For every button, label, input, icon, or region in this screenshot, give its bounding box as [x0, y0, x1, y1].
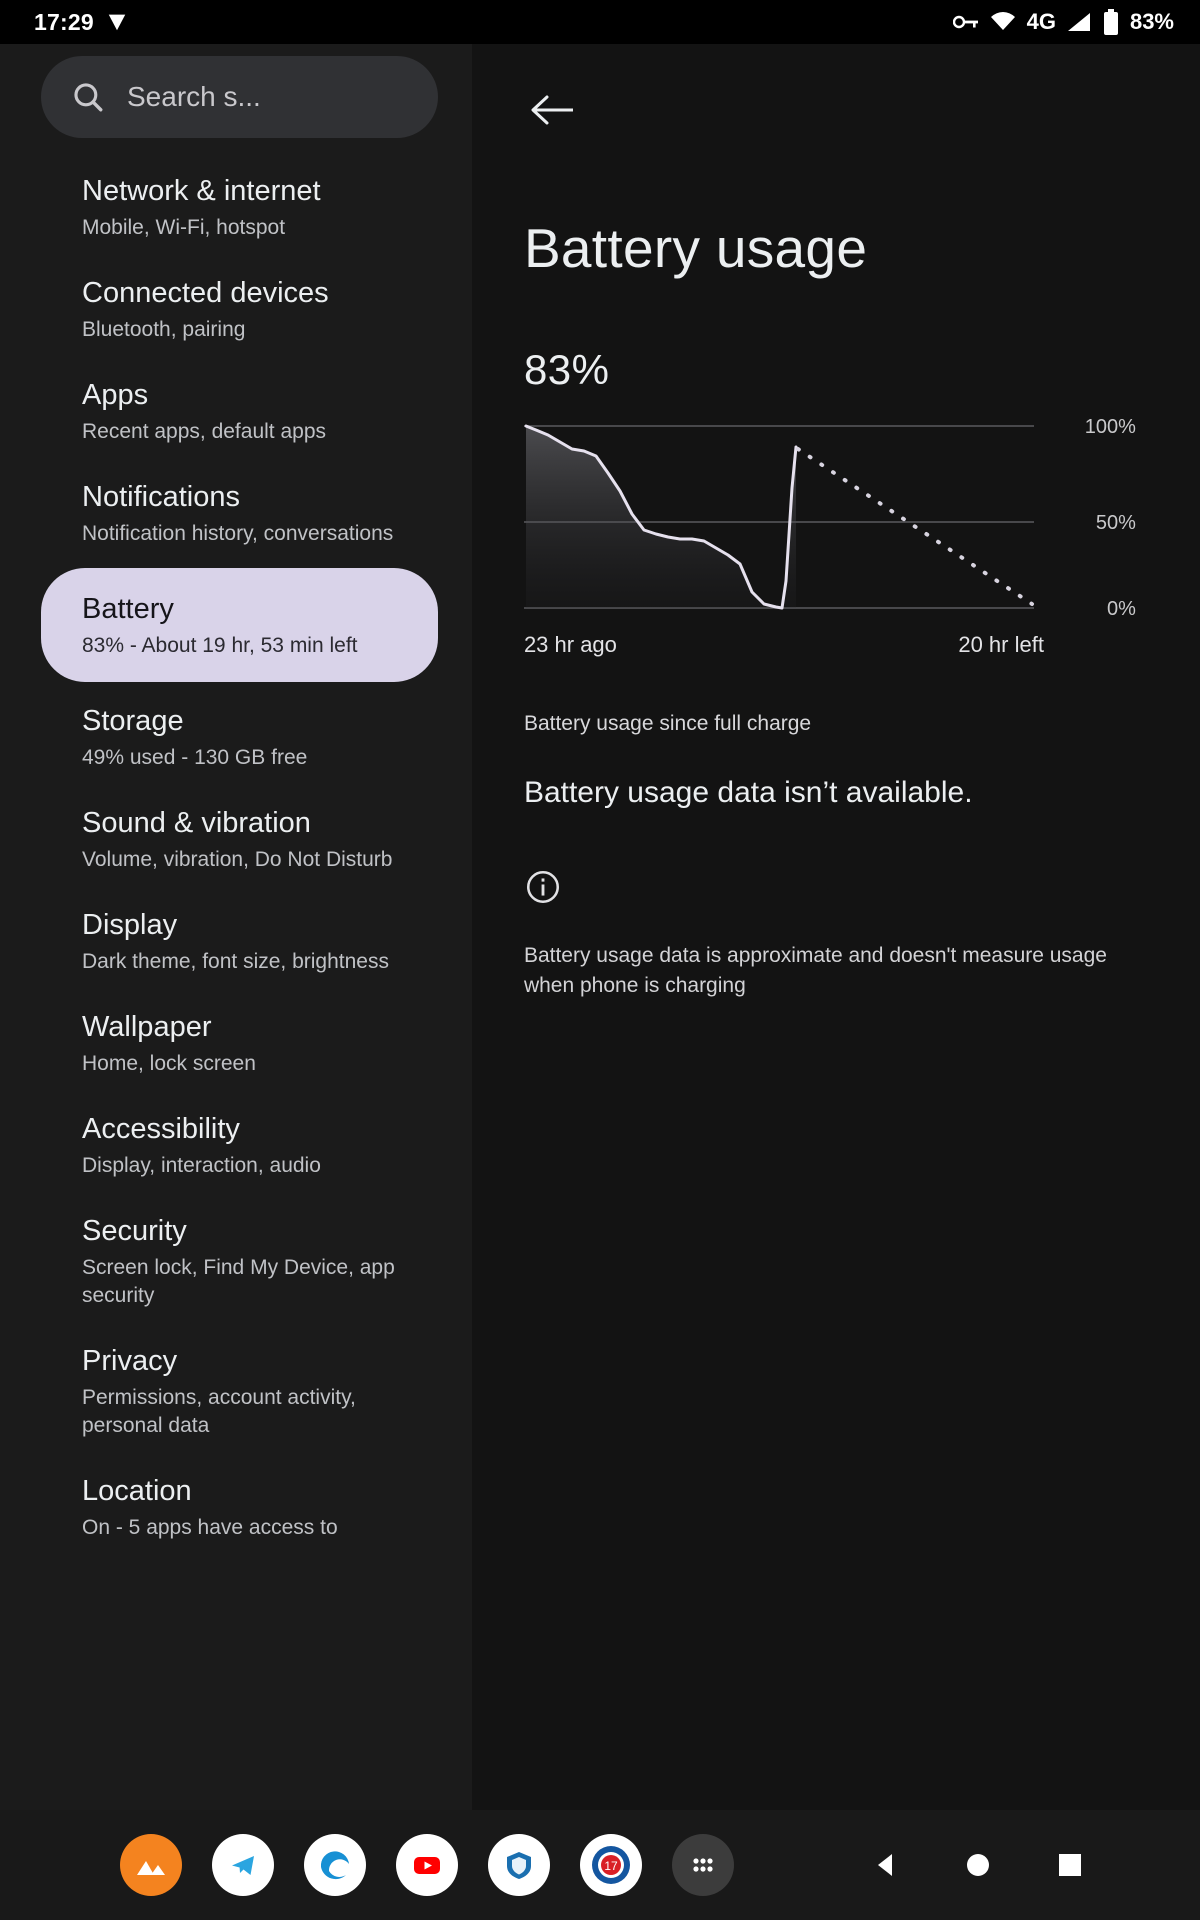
- search-icon: [71, 80, 105, 114]
- battery-usage-pane: [472, 44, 1200, 1810]
- sidebar-item-title: Location: [82, 1475, 192, 1507]
- calendar-app-icon[interactable]: [580, 1834, 642, 1896]
- sidebar-item-title: Security: [82, 1215, 187, 1247]
- sidebar-item-connected-devices[interactable]: [0, 258, 472, 360]
- sidebar-item-display[interactable]: [0, 890, 472, 992]
- settings-menu-list: [0, 156, 472, 1578]
- battery-icon: [1102, 9, 1120, 35]
- shield-vpn-app-icon[interactable]: [488, 1834, 550, 1896]
- sidebar-item-subtitle: Display, interaction, audio: [82, 1154, 321, 1177]
- back-arrow-icon: [529, 93, 575, 132]
- back-button[interactable]: [524, 84, 580, 140]
- sidebar-item-title: Accessibility: [82, 1113, 240, 1145]
- y-axis-label-100: 100%: [1084, 416, 1136, 438]
- vpn-key-icon: [953, 13, 979, 31]
- projected-battery-line: [798, 449, 1032, 604]
- status-bar: [0, 0, 1200, 44]
- sidebar-item-subtitle: Bluetooth, pairing: [82, 318, 246, 341]
- nav-home-button[interactable]: [958, 1845, 998, 1885]
- app-drawer-icon[interactable]: [672, 1834, 734, 1896]
- telegram-app-icon[interactable]: [212, 1834, 274, 1896]
- sidebar-item-subtitle: Permissions, account activity, personal data: [82, 1386, 356, 1437]
- battery-level-value: 83%: [523, 346, 610, 393]
- sidebar-item-location[interactable]: [0, 1456, 472, 1558]
- battery-disclaimer-text: Battery usage data is approximate and doesn't measure usage when phone is charging: [523, 944, 1107, 997]
- info-icon: [524, 868, 1148, 911]
- location-arrow-icon: [106, 11, 128, 33]
- sidebar-item-storage[interactable]: [0, 686, 472, 788]
- sidebar-item-sound-vibration[interactable]: [0, 788, 472, 890]
- taskbar: [0, 1810, 1200, 1920]
- gallery-app-icon[interactable]: [120, 1834, 182, 1896]
- sidebar-item-security[interactable]: [0, 1196, 472, 1326]
- network-type-label: 4G: [1026, 9, 1056, 34]
- sidebar-item-subtitle: Recent apps, default apps: [82, 420, 327, 443]
- edge-browser-app-icon[interactable]: [304, 1834, 366, 1896]
- sidebar-item-subtitle: 49% used - 130 GB free: [82, 746, 308, 769]
- dock-app-list: [120, 1834, 734, 1896]
- sidebar-item-notifications[interactable]: [0, 462, 472, 564]
- no-data-message: Battery usage data isn’t available.: [523, 776, 973, 809]
- search-input[interactable]: [41, 56, 438, 138]
- nav-recents-button[interactable]: [1050, 1845, 1090, 1885]
- wifi-icon: [989, 11, 1017, 33]
- sidebar-item-apps[interactable]: [0, 360, 472, 462]
- chart-x-axis-labels: [524, 632, 1044, 658]
- clock: 17:29: [34, 8, 94, 35]
- sidebar-item-accessibility[interactable]: [0, 1094, 472, 1196]
- chart-time-end: 20 hr left: [958, 632, 1044, 657]
- y-axis-label-50: 50%: [1095, 512, 1136, 534]
- y-axis-label-0: 0%: [1107, 598, 1136, 620]
- battery-percent-label: 83%: [1129, 9, 1174, 34]
- sidebar-item-title: Storage: [82, 705, 184, 737]
- sidebar-item-network-internet[interactable]: [0, 156, 472, 258]
- chart-y-axis-labels: [1056, 418, 1136, 618]
- chart-time-start: 23 hr ago: [523, 632, 617, 657]
- nav-back-button[interactable]: [866, 1845, 906, 1885]
- sidebar-item-title: Connected devices: [82, 277, 329, 309]
- battery-history-chart: [524, 416, 1136, 620]
- sidebar-item-privacy[interactable]: [0, 1326, 472, 1456]
- sidebar-item-subtitle: Mobile, Wi-Fi, hotspot: [82, 216, 286, 239]
- sidebar-item-subtitle: Screen lock, Find My Device, app security: [82, 1256, 395, 1307]
- sidebar-item-title: Wallpaper: [82, 1011, 212, 1043]
- sidebar-item-title: Network & internet: [82, 175, 321, 207]
- main-content: [0, 44, 1200, 1810]
- sidebar-item-title: Privacy: [82, 1345, 178, 1377]
- cellular-signal-icon: [1066, 11, 1092, 33]
- sidebar-item-title: Notifications: [82, 481, 240, 513]
- navigation-buttons: [866, 1845, 1090, 1885]
- sidebar-item-subtitle: Volume, vibration, Do Not Disturb: [82, 848, 393, 871]
- usage-since-full-charge-label: Battery usage since full charge: [523, 712, 812, 735]
- status-bar-left: [34, 9, 128, 36]
- sidebar-item-subtitle: 83% - About 19 hr, 53 min left: [82, 634, 358, 657]
- battery-chart-svg: [524, 418, 1044, 618]
- sidebar-item-subtitle: Notification history, conversations: [82, 522, 394, 545]
- page-title: Battery usage: [523, 217, 868, 279]
- sidebar-item-title: Display: [82, 909, 178, 941]
- sidebar-item-title: Battery: [82, 593, 174, 625]
- youtube-app-icon[interactable]: [396, 1834, 458, 1896]
- status-bar-right: [953, 9, 1174, 35]
- settings-sidebar: [0, 44, 472, 1810]
- search-placeholder: Search s...: [127, 81, 261, 112]
- sidebar-item-subtitle: Home, lock screen: [82, 1052, 256, 1075]
- sidebar-item-wallpaper[interactable]: [0, 992, 472, 1094]
- sidebar-item-battery[interactable]: [41, 568, 438, 682]
- sidebar-item-title: Sound & vibration: [82, 807, 311, 839]
- sidebar-item-title: Apps: [82, 379, 149, 411]
- svg-text:17: 17: [604, 1859, 618, 1873]
- sidebar-item-subtitle: Dark theme, font size, brightness: [82, 950, 389, 973]
- sidebar-item-subtitle: On - 5 apps have access to: [82, 1516, 338, 1539]
